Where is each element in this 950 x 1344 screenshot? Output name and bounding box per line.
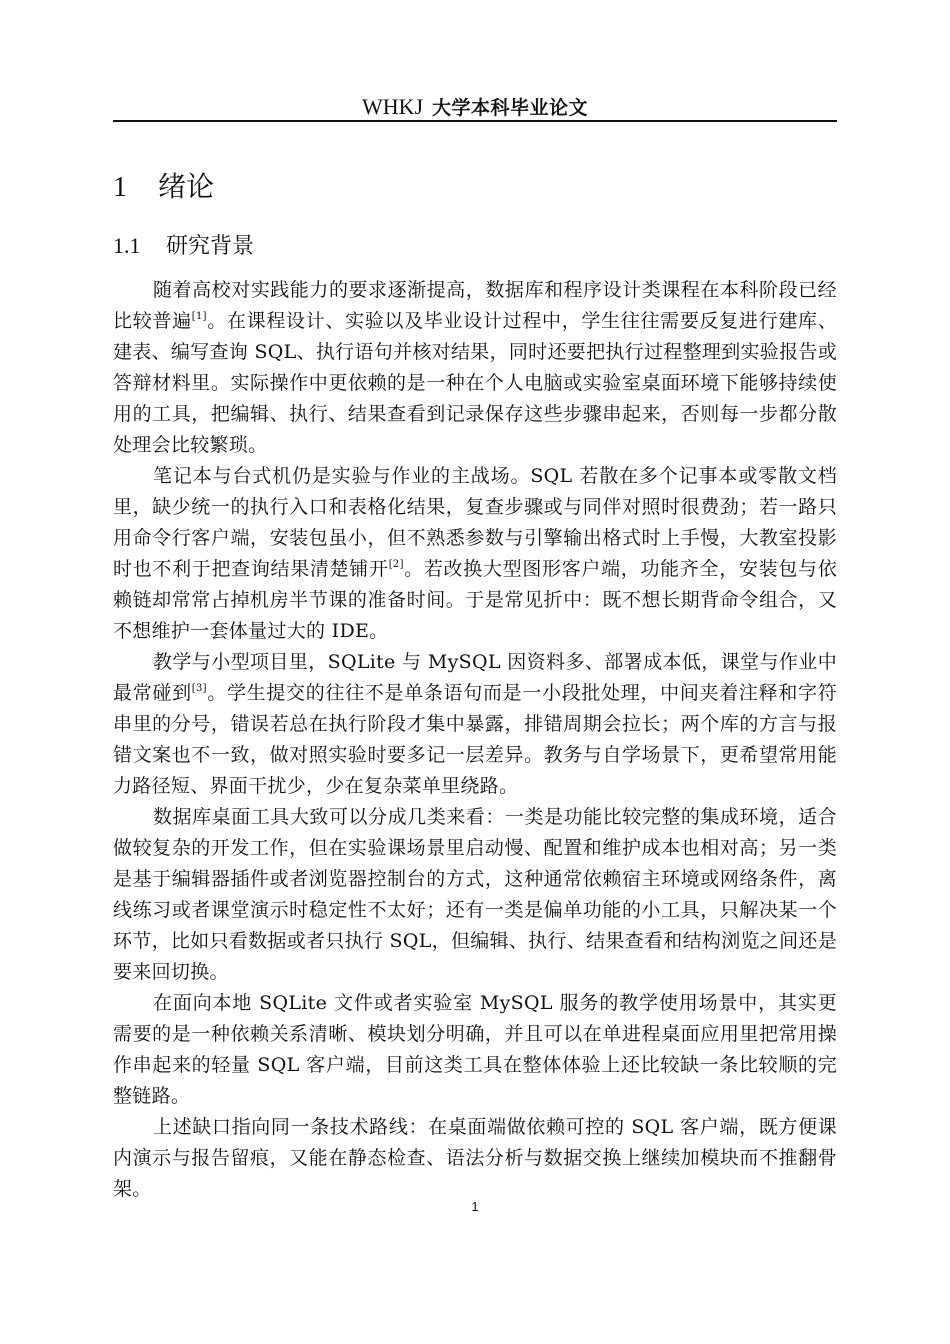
page-number: 1	[471, 1199, 479, 1214]
body-paragraph	[113, 802, 837, 988]
body-text	[113, 275, 837, 1205]
paragraph-text: 。若改换大型图形客户端，功能齐全，安装包与依赖链却常常占掉机房半节课的准备时间。于是常见折中：既不想长期背命令组合，又不想维护一套体量过大的 IDE。	[113, 558, 838, 642]
running-header	[113, 95, 837, 121]
body-paragraph	[113, 461, 837, 647]
chapter-heading	[113, 169, 214, 206]
section-number: 1.1	[113, 233, 141, 258]
section-title: 研究背景	[166, 234, 255, 259]
paragraph-text: 随着高校对实践能力的要求逐渐提高，数据库和程序设计类课程在本科阶段已经比较普遍	[113, 279, 837, 332]
section-heading	[113, 230, 254, 263]
header-university-code: WHKJ	[362, 94, 424, 119]
paragraph-text: 。在课程设计、实验以及毕业设计过程中，学生往往需要反复进行建库、建表、编写查询 SQL、执行语句并核对结果，同时还要把执行过程整理到实验报告或答辩材料里。实际操作中更依赖的是一种在个人电脑或实验室桌面环境下能够持续使用的工具，把编辑、执行、结果查看到记录保存这些步骤串起来，否则每一步都分散处理会比较繁琐。	[113, 310, 838, 456]
citation-marker: [1]	[191, 311, 207, 322]
paragraph-text: 。学生提交的往往不是单条语句而是一小段批处理，中间夹着注释和字符串里的分号，错误若总在执行阶段才集中暴露，排错周期会拉长；两个库的方言与报错文案也不一致，做对照实验时要多记一层差异。教务与自学场景下，更希望常用能力路径短、界面干扰少，少在复杂菜单里绕路。	[113, 682, 838, 797]
body-paragraph	[113, 1112, 837, 1205]
paragraph-text: 笔记本与台式机仍是实验与作业的主战场。SQL 若散在多个记事本或零散文档里，缺少统一的执行入口和表格化结果，复查步骤或与同伴对照时很费劲；若一路只用命令行客户端，安装包虽小，但不熟悉参数与引擎输出格式时上手慢，大教室投影时也不利于把查询结果清楚铺开	[113, 465, 837, 580]
chapter-number: 1	[113, 172, 127, 203]
paragraph-text: 上述缺口指向同一条技术路线：在桌面端做依赖可控的 SQL 客户端，既方便课内演示与报告留痕，又能在静态检查、语法分析与数据交换上继续加模块而不推翻骨架。	[113, 1116, 837, 1200]
body-paragraph	[113, 988, 837, 1112]
citation-marker: [2]	[388, 559, 404, 570]
body-paragraph	[113, 275, 837, 461]
chapter-title: 绪论	[158, 170, 215, 203]
citation-marker: [3]	[191, 683, 207, 694]
paragraph-text: 教学与小型项目里，SQLite 与 MySQL 因资料多、部署成本低，课堂与作业中最常碰到	[113, 651, 837, 704]
paragraph-text: 数据库桌面工具大致可以分成几类来看：一类是功能比较完整的集成环境，适合做较复杂的开发工作，但在实验课场景里启动慢、配置和维护成本也相对高；另一类是基于编辑器插件或者浏览器控制台的方式，这种通常依赖宿主环境或网络条件，离线练习或者课堂演示时稳定性不太好；还有一类是偏单功能的小工具，只解决某一个环节，比如只看数据或者只执行 SQL，但编辑、执行、结果查看和结构浏览之间还是要来回切换。	[113, 806, 837, 983]
header-rule	[113, 120, 837, 122]
body-paragraph	[113, 647, 837, 802]
header-document-type: 大学本科毕业论文	[431, 97, 588, 119]
paragraph-text: 在面向本地 SQLite 文件或者实验室 MySQL 服务的教学使用场景中，其实更需要的是一种依赖关系清晰、模块划分明确，并且可以在单进程桌面应用里把常用操作串起来的轻量 SQL 客户端，目前这类工具在整体体验上还比较缺一条比较顺的完整链路。	[113, 992, 837, 1107]
